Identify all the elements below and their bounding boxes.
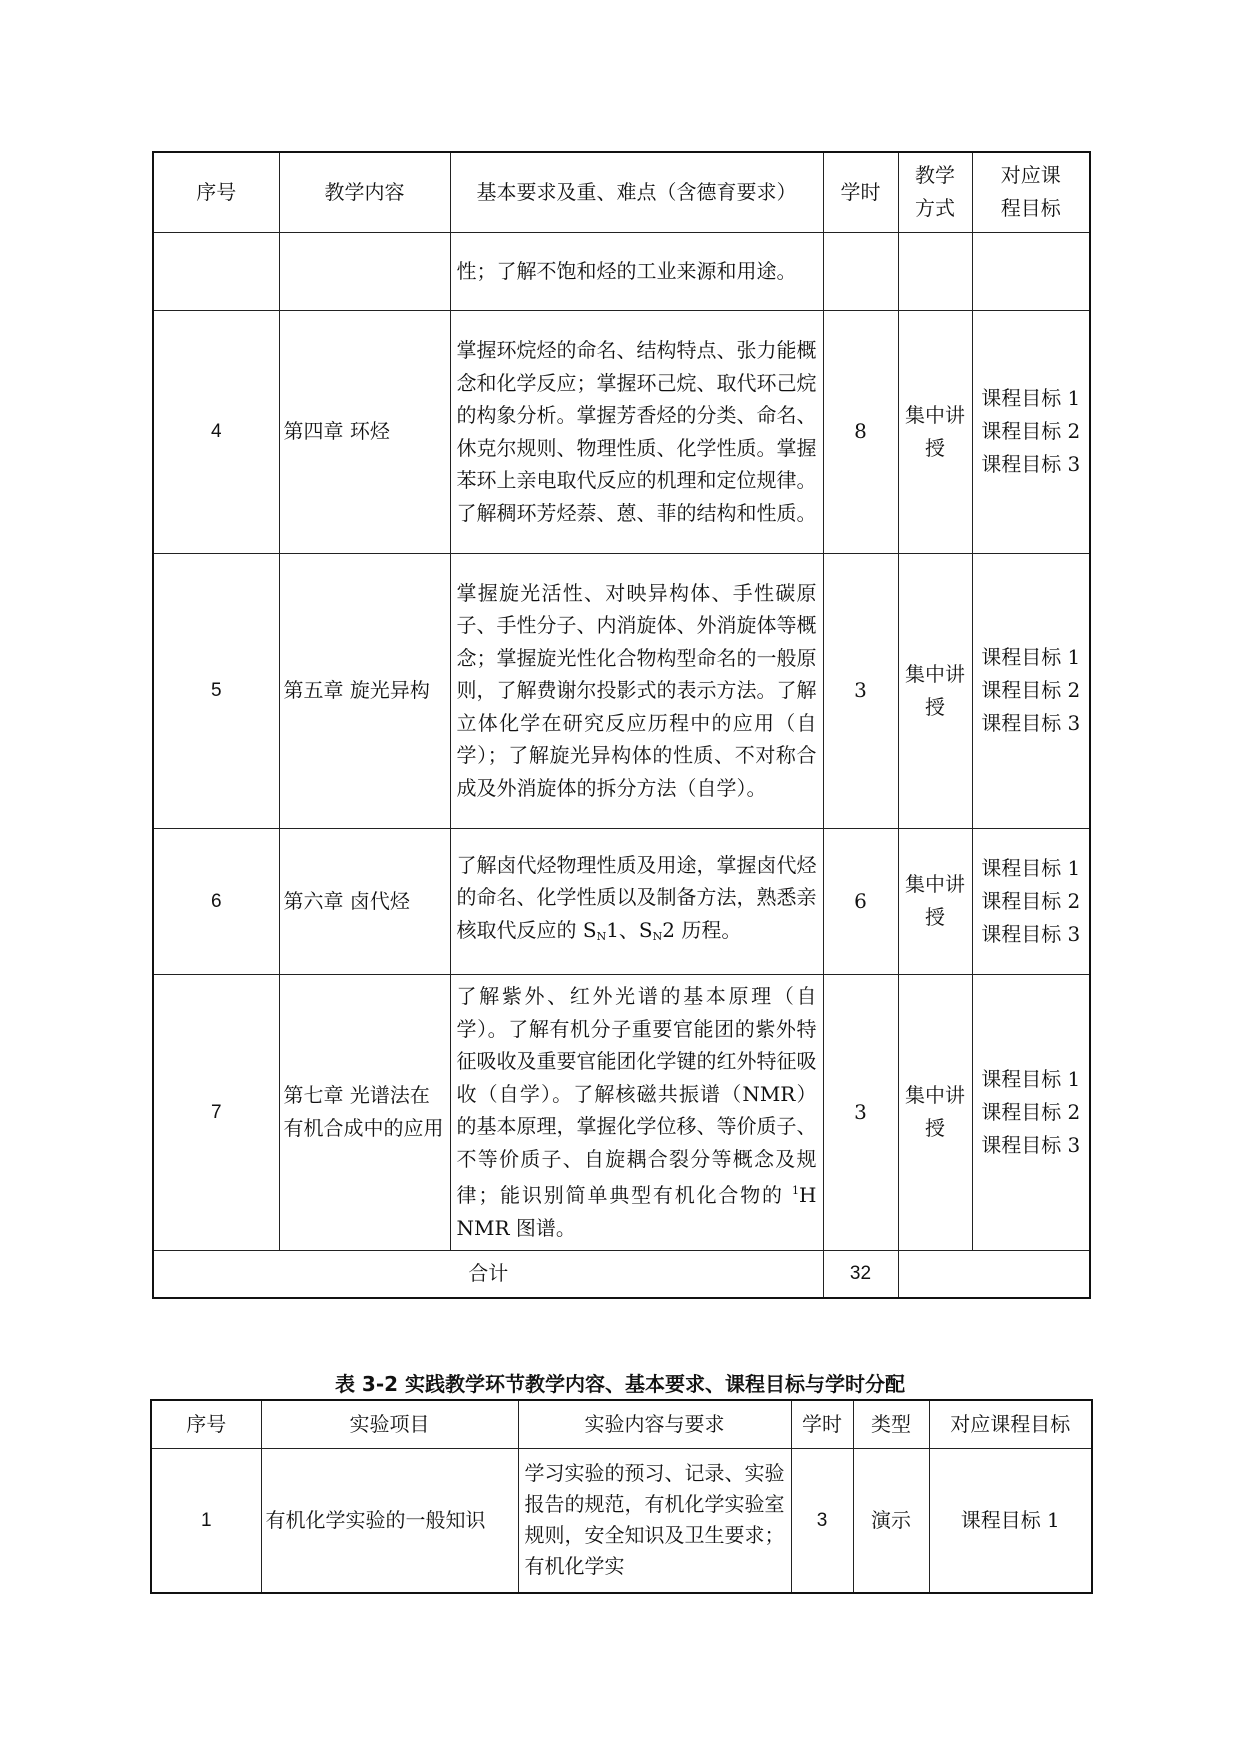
header-seq: 序号 — [151, 1400, 261, 1448]
row-hours: 8 — [823, 310, 898, 553]
row-requirements: 掌握旋光活性、对映异构体、手性碳原子、手性分子、内消旋体、外消旋体等概念；掌握旋光性化合物构型命名的一般原则，了解费谢尔投影式的表示方法。了解立体化学在研究反应历程中的应用（自学）；了解旋光异构体的性质、不对称合成及外消旋体的拆分方法（自学）。 — [450, 553, 823, 828]
row-seq: 7 — [153, 974, 279, 1250]
row-method: 集中讲授 — [898, 828, 972, 974]
row-seq: 4 — [153, 310, 279, 553]
row-hours: 3 — [791, 1448, 853, 1593]
goal-item: 课程目标 2 — [981, 419, 1081, 443]
row-content: 第七章 光谱法在有机合成中的应用 — [279, 974, 450, 1250]
goal-item: 课程目标 3 — [981, 452, 1081, 476]
subscript: N — [596, 929, 607, 943]
row-goals — [972, 310, 1090, 553]
row-requirements: 掌握环烷烃的命名、结构特点、张力能概念和化学反应；掌握环己烷、取代环己烷的构象分析。掌握芳香烃的分类、命名、休克尔规则、物理性质、化学性质。掌握苯环上亲电取代反应的机理和定位规律。了解稠环芳烃萘、蒽、菲的结构和性质。 — [450, 310, 823, 553]
header-method-line1: 教学 — [915, 163, 955, 188]
req-text: H NMR 图谱。 — [456, 1183, 817, 1240]
goal-item: 课程目标 2 — [981, 1099, 1081, 1124]
row-method: 集中讲授 — [898, 974, 972, 1250]
row-method: 集中讲授 — [898, 310, 972, 553]
header-requirements: 基本要求及重、难点（含德育要求） — [450, 152, 823, 232]
row-requirements: 学习实验的预习、记录、实验报告的规范，有机化学实验室规则，安全知识及卫生要求；有机化学实 — [518, 1448, 791, 1593]
row-goals — [972, 553, 1090, 828]
row-seq: 6 — [153, 828, 279, 974]
row-seq: 1 — [151, 1448, 261, 1593]
course-content-table — [152, 151, 1091, 1299]
table-caption: 表 3-2 实践教学环节教学内容、基本要求、课程目标与学时分配 — [334, 1372, 906, 1396]
table-header-row — [153, 152, 1090, 232]
header-type: 类型 — [853, 1400, 929, 1448]
goal-item: 课程目标 1 — [981, 855, 1081, 880]
goal-item: 课程目标 1 — [981, 645, 1081, 669]
row-item: 有机化学实验的一般知识 — [261, 1448, 518, 1593]
table-row — [153, 828, 1090, 974]
total-row — [153, 1250, 1090, 1298]
table-row — [153, 553, 1090, 828]
goal-item: 课程目标 1 — [981, 1066, 1081, 1091]
row-goal: 课程目标 1 — [929, 1448, 1092, 1593]
goal-item: 课程目标 3 — [981, 711, 1081, 735]
row-content: 第四章 环烃 — [279, 310, 450, 553]
header-goal: 对应课程目标 — [929, 1400, 1092, 1448]
row-hours: 3 — [823, 974, 898, 1250]
row-hours: 3 — [823, 553, 898, 828]
practice-teaching-table — [150, 1399, 1093, 1594]
row-seq: 5 — [153, 553, 279, 828]
header-item: 实验项目 — [261, 1400, 518, 1448]
req-text: 1、S — [606, 917, 653, 942]
header-requirements: 实验内容与要求 — [518, 1400, 791, 1448]
table-row — [153, 974, 1090, 1250]
total-hours: 32 — [823, 1250, 898, 1298]
row-goals — [972, 828, 1090, 974]
total-label: 合计 — [153, 1250, 823, 1298]
continued-requirements: 性；了解不饱和烃的工业来源和用途。 — [450, 232, 823, 310]
header-method-line2: 方式 — [915, 196, 955, 221]
table-row — [153, 232, 1090, 310]
req-text: 了解卤代烃物理性质及用途，掌握卤代烃的命名、化学性质以及制备方法，熟悉亲核取代反应的 S — [456, 852, 817, 942]
row-goals — [972, 974, 1090, 1250]
row-type: 演示 — [853, 1448, 929, 1593]
row-hours: 6 — [823, 828, 898, 974]
goal-item: 课程目标 2 — [981, 888, 1081, 913]
header-method — [898, 152, 972, 232]
table-header-row — [151, 1400, 1092, 1448]
header-seq: 序号 — [153, 152, 279, 232]
row-method: 集中讲授 — [898, 553, 972, 828]
subscript: N — [652, 929, 663, 943]
row-content: 第五章 旋光异构 — [279, 553, 450, 828]
header-goal-line1: 对应课 — [1000, 163, 1061, 188]
goal-item: 课程目标 3 — [981, 1132, 1081, 1157]
header-content: 教学内容 — [279, 152, 450, 232]
goal-item: 课程目标 2 — [981, 678, 1081, 702]
goal-item: 课程目标 1 — [981, 386, 1081, 410]
row-requirements — [450, 974, 823, 1250]
goal-item: 课程目标 3 — [981, 921, 1081, 946]
row-requirements — [450, 828, 823, 974]
row-content: 第六章 卤代烃 — [279, 828, 450, 974]
table-row — [151, 1448, 1092, 1593]
header-goal — [972, 152, 1090, 232]
header-hours: 学时 — [791, 1400, 853, 1448]
req-text: 了解紫外、红外光谱的基本原理（自学）。了解有机分子重要官能团的紫外特征吸收及重要官能团化学键的红外特征吸收（自学）。了解核磁共振谱（NMR）的基本原理，掌握化学位移、等价质子、不等价质子、自旋耦合裂分等概念及规律；能识别简单典型有机化合物的 — [456, 984, 817, 1207]
table-row — [153, 310, 1090, 553]
req-text: 2 历程。 — [662, 917, 742, 942]
header-goal-line2: 程目标 — [1000, 196, 1061, 221]
superscript: 1 — [792, 1184, 800, 1197]
header-hours: 学时 — [823, 152, 898, 232]
